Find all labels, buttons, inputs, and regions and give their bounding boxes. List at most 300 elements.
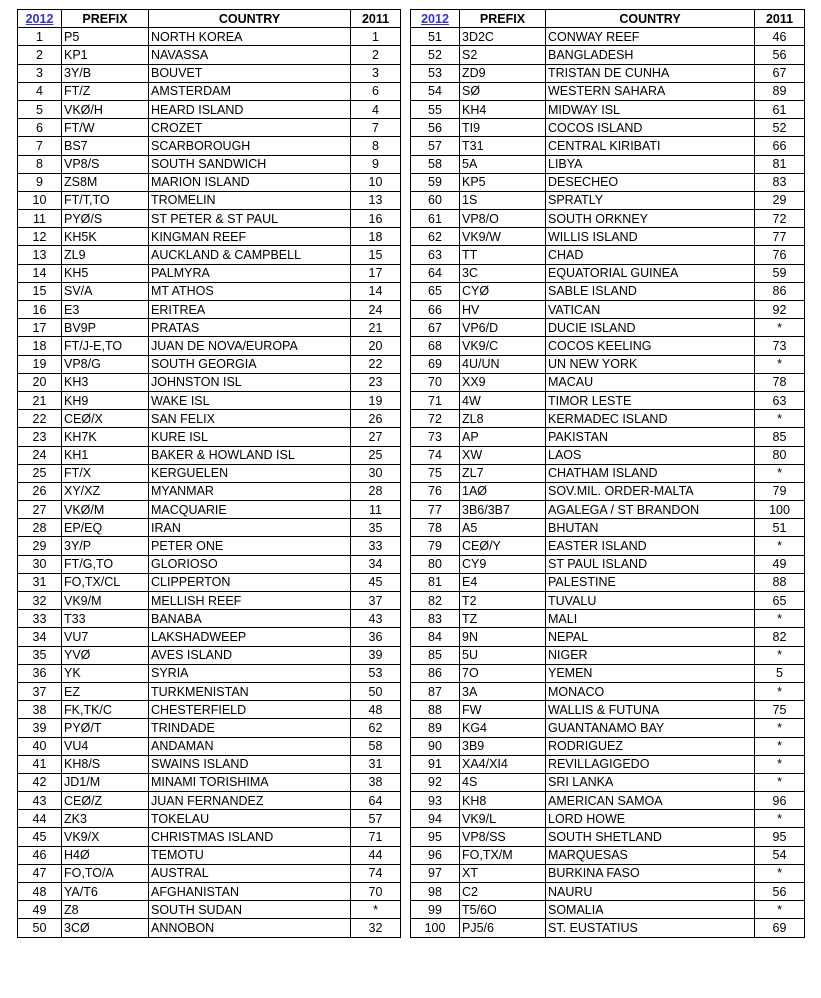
prefix-cell: VP8/O: [460, 210, 546, 228]
prefix-cell: YK: [62, 664, 149, 682]
table-row: [411, 210, 805, 228]
rank-cell: 55: [411, 100, 460, 118]
country-cell: PALMYRA: [149, 264, 351, 282]
table-row: [18, 919, 401, 937]
country-cell: BANGLADESH: [546, 46, 755, 64]
country-cell: COCOS ISLAND: [546, 119, 755, 137]
prefix-cell: 4S: [460, 773, 546, 791]
prefix-cell: TZ: [460, 610, 546, 628]
rank-cell: 59: [411, 173, 460, 191]
header-2012[interactable]: 2012: [18, 10, 62, 28]
country-cell: NAURU: [546, 883, 755, 901]
table-row: [18, 337, 401, 355]
rank-2011-cell: 25: [351, 446, 401, 464]
prefix-cell: ZL9: [62, 246, 149, 264]
prefix-cell: FT/G,TO: [62, 555, 149, 573]
country-cell: MARION ISLAND: [149, 173, 351, 191]
rank-2011-cell: 73: [755, 337, 805, 355]
country-cell: YEMEN: [546, 664, 755, 682]
rank-2011-cell: 70: [351, 883, 401, 901]
country-cell: TRINDADE: [149, 719, 351, 737]
country-cell: COCOS KEELING: [546, 337, 755, 355]
rank-2011-cell: 74: [351, 864, 401, 882]
table-row: [18, 519, 401, 537]
rank-2011-cell: 27: [351, 428, 401, 446]
rank-cell: 3: [18, 64, 62, 82]
rank-cell: 93: [411, 792, 460, 810]
table-row: [411, 337, 805, 355]
table-row: [411, 228, 805, 246]
table-header-row: [411, 10, 805, 28]
prefix-cell: VP8/SS: [460, 828, 546, 846]
rank-2011-cell: 83: [755, 173, 805, 191]
rank-2011-cell: 24: [351, 301, 401, 319]
table-row: [411, 46, 805, 64]
rank-cell: 34: [18, 628, 62, 646]
country-cell: UN NEW YORK: [546, 355, 755, 373]
country-cell: ST. EUSTATIUS: [546, 919, 755, 937]
country-cell: NIGER: [546, 646, 755, 664]
country-cell: SOUTH SHETLAND: [546, 828, 755, 846]
prefix-cell: XT: [460, 864, 546, 882]
rank-cell: 21: [18, 391, 62, 409]
country-cell: WALLIS & FUTUNA: [546, 701, 755, 719]
rank-2011-cell: 6: [351, 82, 401, 100]
rank-2011-cell: 37: [351, 592, 401, 610]
rank-cell: 80: [411, 555, 460, 573]
country-cell: AMERICAN SAMOA: [546, 792, 755, 810]
rank-cell: 46: [18, 846, 62, 864]
prefix-cell: EP/EQ: [62, 519, 149, 537]
table-row: [411, 100, 805, 118]
rank-cell: 89: [411, 719, 460, 737]
prefix-cell: VK9/M: [62, 592, 149, 610]
rank-2011-cell: *: [755, 682, 805, 700]
prefix-cell: VP6/D: [460, 319, 546, 337]
country-cell: TROMELIN: [149, 191, 351, 209]
table-row: [18, 137, 401, 155]
prefix-cell: VU7: [62, 628, 149, 646]
table-row: [411, 410, 805, 428]
prefix-cell: ZL7: [460, 464, 546, 482]
rank-2011-cell: 72: [755, 210, 805, 228]
rank-cell: 92: [411, 773, 460, 791]
header-2012[interactable]: 2012: [411, 10, 460, 28]
rank-cell: 87: [411, 682, 460, 700]
rank-2011-cell: 67: [755, 64, 805, 82]
table-row: [411, 864, 805, 882]
rank-cell: 97: [411, 864, 460, 882]
rank-cell: 74: [411, 446, 460, 464]
header-country: COUNTRY: [149, 10, 351, 28]
table-row: [18, 719, 401, 737]
table-row: [18, 664, 401, 682]
rank-cell: 26: [18, 482, 62, 500]
rank-cell: 23: [18, 428, 62, 446]
table-row: [411, 82, 805, 100]
rank-cell: 77: [411, 501, 460, 519]
rank-2011-cell: 63: [755, 391, 805, 409]
rank-cell: 58: [411, 155, 460, 173]
table-row: [411, 373, 805, 391]
rank-2011-cell: 16: [351, 210, 401, 228]
prefix-cell: VK9/W: [460, 228, 546, 246]
rank-cell: 65: [411, 282, 460, 300]
rank-2011-cell: 51: [755, 519, 805, 537]
rank-cell: 29: [18, 537, 62, 555]
prefix-cell: E3: [62, 301, 149, 319]
table-row: [411, 810, 805, 828]
country-cell: LAOS: [546, 446, 755, 464]
table-row: [411, 28, 805, 46]
country-cell: LAKSHADWEEP: [149, 628, 351, 646]
prefix-cell: CEØ/Z: [62, 792, 149, 810]
rank-cell: 13: [18, 246, 62, 264]
prefix-cell: T33: [62, 610, 149, 628]
rank-2011-cell: 100: [755, 501, 805, 519]
prefix-cell: 3D2C: [460, 28, 546, 46]
table-row: [18, 883, 401, 901]
prefix-cell: ZK3: [62, 810, 149, 828]
rank-2011-cell: 20: [351, 337, 401, 355]
rank-2011-cell: 56: [755, 46, 805, 64]
table-row: [411, 901, 805, 919]
rank-2011-cell: 59: [755, 264, 805, 282]
table-row: [411, 646, 805, 664]
rank-2011-cell: 18: [351, 228, 401, 246]
rank-2011-cell: *: [755, 773, 805, 791]
country-cell: SOV.MIL. ORDER-MALTA: [546, 482, 755, 500]
rank-2011-cell: *: [755, 810, 805, 828]
table-row: [18, 701, 401, 719]
country-cell: IRAN: [149, 519, 351, 537]
prefix-cell: XY/XZ: [62, 482, 149, 500]
country-cell: SYRIA: [149, 664, 351, 682]
table-row: [411, 391, 805, 409]
table-row: [18, 755, 401, 773]
prefix-cell: FT/X: [62, 464, 149, 482]
rank-2011-cell: 13: [351, 191, 401, 209]
rank-cell: 14: [18, 264, 62, 282]
table-row: [411, 301, 805, 319]
ranking-table-right: [410, 9, 805, 938]
table-row: [18, 446, 401, 464]
prefix-cell: T5/6O: [460, 901, 546, 919]
country-cell: TURKMENISTAN: [149, 682, 351, 700]
rank-cell: 88: [411, 701, 460, 719]
rank-2011-cell: 52: [755, 119, 805, 137]
rank-cell: 64: [411, 264, 460, 282]
prefix-cell: XX9: [460, 373, 546, 391]
table-row: [18, 119, 401, 137]
rank-2011-cell: 26: [351, 410, 401, 428]
table-header-row: [18, 10, 401, 28]
table-row: [18, 228, 401, 246]
rank-cell: 36: [18, 664, 62, 682]
table-row: [411, 246, 805, 264]
rank-cell: 68: [411, 337, 460, 355]
table-row: [18, 810, 401, 828]
country-cell: SWAINS ISLAND: [149, 755, 351, 773]
country-cell: REVILLAGIGEDO: [546, 755, 755, 773]
table-row: [18, 373, 401, 391]
rank-2011-cell: 80: [755, 446, 805, 464]
table-row: [411, 64, 805, 82]
prefix-cell: E4: [460, 573, 546, 591]
table-row: [18, 792, 401, 810]
rank-2011-cell: 10: [351, 173, 401, 191]
country-cell: SOUTH ORKNEY: [546, 210, 755, 228]
country-cell: KERMADEC ISLAND: [546, 410, 755, 428]
rank-2011-cell: 4: [351, 100, 401, 118]
prefix-cell: KH5: [62, 264, 149, 282]
table-row: [411, 355, 805, 373]
rank-2011-cell: *: [755, 319, 805, 337]
rank-cell: 22: [18, 410, 62, 428]
rank-cell: 39: [18, 719, 62, 737]
prefix-cell: A5: [460, 519, 546, 537]
country-cell: KINGMAN REEF: [149, 228, 351, 246]
rank-cell: 50: [18, 919, 62, 937]
rank-cell: 69: [411, 355, 460, 373]
country-cell: MINAMI TORISHIMA: [149, 773, 351, 791]
rank-2011-cell: 77: [755, 228, 805, 246]
rank-2011-cell: 79: [755, 482, 805, 500]
rank-cell: 90: [411, 737, 460, 755]
rank-cell: 6: [18, 119, 62, 137]
rank-2011-cell: 62: [351, 719, 401, 737]
rank-2011-cell: 61: [755, 100, 805, 118]
rank-cell: 75: [411, 464, 460, 482]
table-row: [411, 573, 805, 591]
rank-cell: 99: [411, 901, 460, 919]
rank-cell: 20: [18, 373, 62, 391]
country-cell: NEPAL: [546, 628, 755, 646]
rank-cell: 2: [18, 46, 62, 64]
rank-2011-cell: 2: [351, 46, 401, 64]
table-row: [411, 628, 805, 646]
rank-2011-cell: 15: [351, 246, 401, 264]
table-row: [18, 464, 401, 482]
table-row: [18, 282, 401, 300]
prefix-cell: FT/J-E,TO: [62, 337, 149, 355]
rank-cell: 38: [18, 701, 62, 719]
prefix-cell: FO,TX/M: [460, 846, 546, 864]
prefix-cell: KP1: [62, 46, 149, 64]
rank-2011-cell: *: [755, 355, 805, 373]
rank-2011-cell: 43: [351, 610, 401, 628]
rank-cell: 19: [18, 355, 62, 373]
table-row: [411, 191, 805, 209]
rank-cell: 82: [411, 592, 460, 610]
rank-2011-cell: 50: [351, 682, 401, 700]
country-cell: TUVALU: [546, 592, 755, 610]
prefix-cell: BS7: [62, 137, 149, 155]
table-row: [18, 264, 401, 282]
prefix-cell: ZS8M: [62, 173, 149, 191]
prefix-cell: XW: [460, 446, 546, 464]
rank-cell: 56: [411, 119, 460, 137]
rank-2011-cell: 58: [351, 737, 401, 755]
country-cell: CHESTERFIELD: [149, 701, 351, 719]
country-cell: TEMOTU: [149, 846, 351, 864]
prefix-cell: PJ5/6: [460, 919, 546, 937]
rank-2011-cell: *: [755, 464, 805, 482]
country-cell: MYANMAR: [149, 482, 351, 500]
prefix-cell: FW: [460, 701, 546, 719]
header-2011: 2011: [755, 10, 805, 28]
rank-2011-cell: 33: [351, 537, 401, 555]
country-cell: CHATHAM ISLAND: [546, 464, 755, 482]
country-cell: SOUTH SUDAN: [149, 901, 351, 919]
rank-cell: 51: [411, 28, 460, 46]
rank-2011-cell: *: [755, 737, 805, 755]
rank-cell: 72: [411, 410, 460, 428]
rank-cell: 54: [411, 82, 460, 100]
rank-cell: 27: [18, 501, 62, 519]
rank-2011-cell: 89: [755, 82, 805, 100]
rank-cell: 73: [411, 428, 460, 446]
prefix-cell: 9N: [460, 628, 546, 646]
prefix-cell: TI9: [460, 119, 546, 137]
table-row: [18, 319, 401, 337]
rank-2011-cell: 49: [755, 555, 805, 573]
country-cell: CHRISTMAS ISLAND: [149, 828, 351, 846]
rank-2011-cell: 14: [351, 282, 401, 300]
rank-2011-cell: 7: [351, 119, 401, 137]
table-row: [18, 901, 401, 919]
rank-2011-cell: 64: [351, 792, 401, 810]
rank-2011-cell: 56: [755, 883, 805, 901]
prefix-cell: VKØ/M: [62, 501, 149, 519]
prefix-cell: T2: [460, 592, 546, 610]
rank-cell: 45: [18, 828, 62, 846]
table-row: [411, 155, 805, 173]
country-cell: ANDAMAN: [149, 737, 351, 755]
prefix-cell: VK9/L: [460, 810, 546, 828]
prefix-cell: KH9: [62, 391, 149, 409]
prefix-cell: ZL8: [460, 410, 546, 428]
rank-cell: 61: [411, 210, 460, 228]
prefix-cell: 1AØ: [460, 482, 546, 500]
table-row: [18, 64, 401, 82]
prefix-cell: CYØ: [460, 282, 546, 300]
country-cell: EQUATORIAL GUINEA: [546, 264, 755, 282]
prefix-cell: VK9/X: [62, 828, 149, 846]
rank-2011-cell: *: [755, 537, 805, 555]
rank-cell: 84: [411, 628, 460, 646]
prefix-cell: VKØ/H: [62, 100, 149, 118]
rank-cell: 66: [411, 301, 460, 319]
country-cell: EASTER ISLAND: [546, 537, 755, 555]
country-cell: BANABA: [149, 610, 351, 628]
country-cell: BOUVET: [149, 64, 351, 82]
rank-2011-cell: 32: [351, 919, 401, 937]
country-cell: ANNOBON: [149, 919, 351, 937]
rank-cell: 30: [18, 555, 62, 573]
table-row: [18, 191, 401, 209]
rank-cell: 71: [411, 391, 460, 409]
header-2011: 2011: [351, 10, 401, 28]
table-row: [411, 737, 805, 755]
rank-cell: 49: [18, 901, 62, 919]
table-row: [411, 119, 805, 137]
rank-2011-cell: 48: [351, 701, 401, 719]
rank-cell: 16: [18, 301, 62, 319]
table-row: [18, 628, 401, 646]
country-cell: MELLISH REEF: [149, 592, 351, 610]
rank-2011-cell: 23: [351, 373, 401, 391]
table-row: [411, 719, 805, 737]
rank-2011-cell: 30: [351, 464, 401, 482]
prefix-cell: AP: [460, 428, 546, 446]
rank-2011-cell: 65: [755, 592, 805, 610]
country-cell: WAKE ISL: [149, 391, 351, 409]
prefix-cell: T31: [460, 137, 546, 155]
country-cell: LIBYA: [546, 155, 755, 173]
country-cell: MONACO: [546, 682, 755, 700]
prefix-cell: KH4: [460, 100, 546, 118]
prefix-cell: Z8: [62, 901, 149, 919]
rank-2011-cell: 53: [351, 664, 401, 682]
table-row: [411, 701, 805, 719]
country-cell: LORD HOWE: [546, 810, 755, 828]
rank-2011-cell: 36: [351, 628, 401, 646]
table-row: [18, 737, 401, 755]
table-row: [411, 519, 805, 537]
rank-cell: 28: [18, 519, 62, 537]
country-cell: VATICAN: [546, 301, 755, 319]
prefix-cell: KH8/S: [62, 755, 149, 773]
rank-cell: 25: [18, 464, 62, 482]
table-row: [411, 919, 805, 937]
prefix-cell: KH8: [460, 792, 546, 810]
prefix-cell: YVØ: [62, 646, 149, 664]
rank-cell: 43: [18, 792, 62, 810]
rank-2011-cell: 17: [351, 264, 401, 282]
table-row: [411, 664, 805, 682]
rank-2011-cell: *: [755, 755, 805, 773]
table-row: [18, 537, 401, 555]
table-row: [18, 301, 401, 319]
prefix-cell: 3B9: [460, 737, 546, 755]
table-row: [18, 610, 401, 628]
table-row: [411, 264, 805, 282]
table-row: [18, 646, 401, 664]
prefix-cell: SV/A: [62, 282, 149, 300]
table-row: [411, 755, 805, 773]
rank-2011-cell: 19: [351, 391, 401, 409]
rank-2011-cell: 54: [755, 846, 805, 864]
rank-2011-cell: *: [755, 719, 805, 737]
country-cell: SPRATLY: [546, 191, 755, 209]
prefix-cell: 4W: [460, 391, 546, 409]
country-cell: ERITREA: [149, 301, 351, 319]
rank-cell: 83: [411, 610, 460, 628]
rank-2011-cell: 46: [755, 28, 805, 46]
rank-2011-cell: 1: [351, 28, 401, 46]
country-cell: SABLE ISLAND: [546, 282, 755, 300]
country-cell: SOUTH GEORGIA: [149, 355, 351, 373]
rank-cell: 10: [18, 191, 62, 209]
table-row: [18, 846, 401, 864]
rank-2011-cell: 69: [755, 919, 805, 937]
rank-cell: 85: [411, 646, 460, 664]
rank-2011-cell: *: [755, 646, 805, 664]
country-cell: AUSTRAL: [149, 864, 351, 882]
country-cell: ST PETER & ST PAUL: [149, 210, 351, 228]
country-cell: AUCKLAND & CAMPBELL: [149, 246, 351, 264]
